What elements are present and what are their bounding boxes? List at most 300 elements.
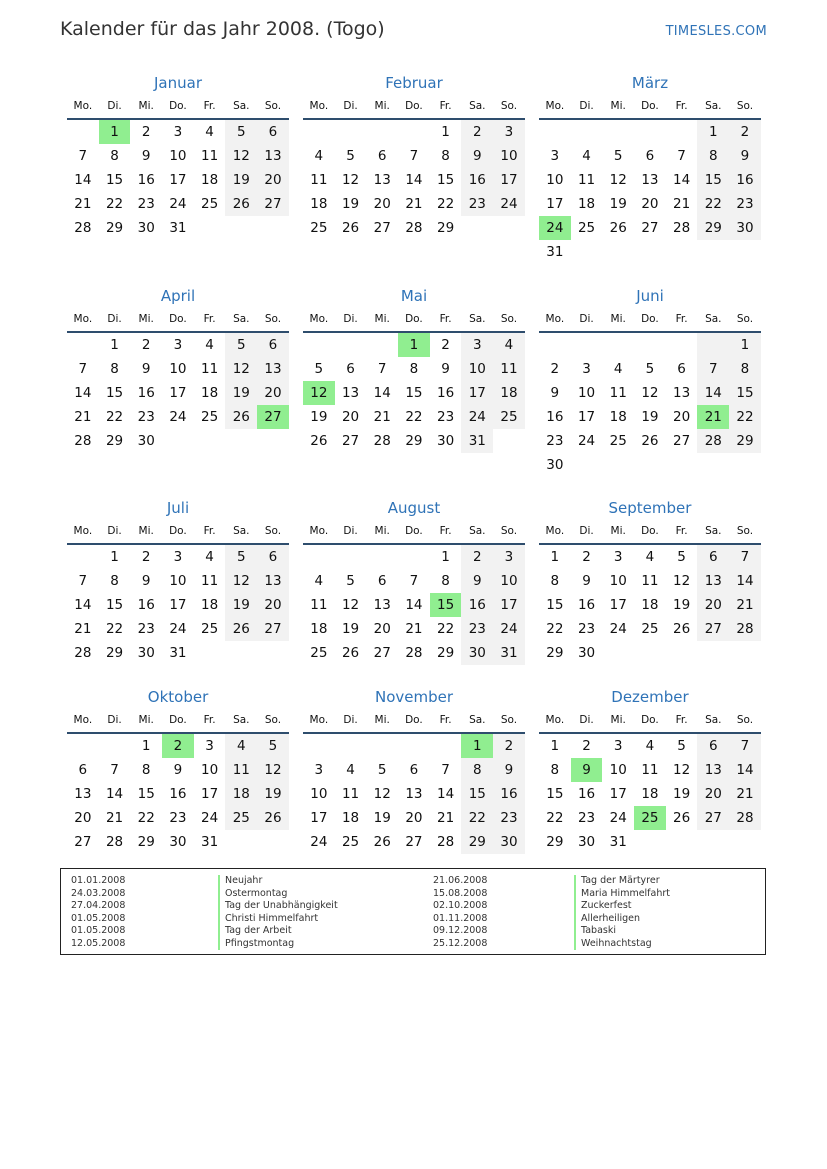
day-cell: 7 [110,762,119,778]
day-cell: 15 [437,172,455,188]
day-cell: 26 [225,192,257,216]
day-cell: 10 [169,573,187,589]
week-row [539,453,761,477]
month-name: Mai [400,287,428,305]
holiday-date: 01.05.2008 [71,925,126,936]
week-row [303,192,525,216]
day-cell: 13 [697,758,729,782]
day-cell: 15 [697,168,729,192]
empty-day-cell [194,429,226,453]
weekday-label: Mo. [73,313,93,325]
day-cell: 10 [310,786,328,802]
empty-day-cell [303,333,335,357]
weekday-label: Di. [107,525,122,537]
day-cell: 8 [441,573,450,589]
weekday-header [303,307,525,333]
day-cell: 1 [110,549,119,565]
day-cell: 18 [310,196,328,212]
day-cell: 19 [609,196,627,212]
day-cell: 12 [673,573,691,589]
day-cell: 24 [310,834,328,850]
week-row [67,216,289,240]
day-cell: 24 [169,196,187,212]
holiday-date: 01.05.2008 [71,912,126,924]
day-cell: 27 [697,806,729,830]
week-row [67,429,289,453]
week-row [67,593,289,617]
day-cell: 2 [441,337,450,353]
empty-day-cell [634,830,666,854]
week-row [539,405,761,429]
day-cell: 12 [609,172,627,188]
day-cell: 27 [673,433,691,449]
day-cell: 12 [225,569,257,593]
month-name: Januar [154,74,202,92]
empty-day-cell [225,216,257,240]
day-cell: 17 [461,381,493,405]
day-cell: 27 [74,834,92,850]
day-cell: 26 [225,617,257,641]
day-cell: 5 [225,545,257,569]
weekday-label: Do. [405,100,423,112]
day-cell: 22 [546,621,564,637]
day-cell: 31 [493,641,525,665]
holiday-day-cell: 15 [430,593,462,617]
month-juli [67,497,289,665]
day-cell: 15 [546,786,564,802]
day-cell: 10 [546,172,564,188]
empty-day-cell [729,641,761,665]
month-name: April [160,287,196,305]
day-cell: 31 [609,834,627,850]
week-row [67,192,289,216]
empty-day-cell [666,333,698,357]
day-cell: 3 [173,549,183,565]
holiday-name: Zuckerfest [574,900,670,913]
weekday-label: Di. [579,100,594,112]
weekday-label: So. [736,313,754,325]
empty-day-cell [634,333,666,357]
day-cell: 30 [546,457,564,473]
day-cell: 18 [225,782,257,806]
month-name: Dezember [611,688,689,706]
weekday-label: Sa. [233,100,250,112]
day-cell: 31 [546,244,564,260]
week-row [539,782,761,806]
week-row [539,192,761,216]
empty-day-cell [539,333,571,357]
empty-day-cell [666,641,698,665]
day-cell: 2 [461,545,493,569]
weekday-label: So. [736,100,754,112]
day-cell: 7 [441,762,450,778]
day-cell: 17 [493,593,525,617]
weekday-label: Mo. [73,525,93,537]
day-cell: 25 [577,220,596,236]
holiday-names-col-1 [218,875,338,950]
holiday-date: 09.12.2008 [433,925,488,936]
day-cell: 6 [377,573,387,589]
day-cell: 15 [461,782,493,806]
day-cell: 29 [437,220,455,236]
day-cell: 14 [405,597,423,613]
holiday-date: 01.01.2008 [71,875,126,886]
day-cell: 9 [461,144,493,168]
empty-day-cell [257,429,289,453]
weekday-label: Fr. [439,525,452,537]
day-cell: 1 [110,337,119,353]
day-cell: 4 [314,148,324,164]
day-cell: 11 [225,758,257,782]
day-cell: 7 [409,573,419,589]
day-cell: 28 [729,617,761,641]
day-cell: 13 [257,569,289,593]
day-cell: 21 [405,196,423,212]
weekday-label: Sa. [233,313,250,325]
month-mai [303,285,525,453]
day-cell: 12 [225,144,257,168]
day-cell: 3 [205,738,214,754]
empty-day-cell [303,545,335,569]
week-row [539,569,761,593]
day-cell: 2 [141,124,151,140]
day-cell: 22 [137,810,155,826]
weekday-header [67,307,289,333]
day-cell: 3 [493,120,525,144]
week-row [303,758,525,782]
weekday-header [539,708,761,734]
day-cell: 4 [582,148,591,164]
weekday-label: Mi. [610,313,626,325]
day-cell: 21 [74,196,92,212]
day-cell: 14 [729,569,761,593]
day-cell: 23 [461,192,493,216]
month-name: Juni [636,287,664,305]
week-row [67,405,289,429]
month-oktober [67,686,289,854]
day-cell: 24 [169,621,187,637]
empty-day-cell [697,333,729,357]
day-cell: 19 [310,409,328,425]
weekday-label: Mi. [610,525,626,537]
weekday-label: So. [500,313,518,325]
empty-day-cell [366,734,398,758]
week-row [67,545,289,569]
holiday-date: 02.10.2008 [433,900,488,911]
month-name: Juli [166,499,190,517]
weekday-label: Do. [405,714,423,726]
day-cell: 8 [729,357,761,381]
day-cell: 13 [405,786,423,802]
day-cell: 20 [697,593,729,617]
week-row [303,168,525,192]
day-cell: 11 [609,385,627,401]
day-cell: 31 [169,645,187,661]
weekday-header [303,94,525,120]
day-cell: 20 [641,196,659,212]
holiday-date: 01.11.2008 [433,912,488,924]
day-cell: 2 [582,549,591,565]
day-cell: 14 [105,786,124,802]
day-cell: 30 [493,830,525,854]
day-cell: 6 [677,361,686,377]
empty-day-cell [335,120,367,144]
weekday-header [539,94,761,120]
week-row [303,381,525,405]
day-cell: 17 [577,409,596,425]
day-cell: 29 [437,645,455,661]
holiday-names-col-2 [574,875,670,950]
day-cell: 3 [613,738,623,754]
day-cell: 6 [257,545,289,569]
week-row [67,120,289,144]
weekday-label: Di. [107,100,122,112]
day-cell: 4 [346,762,355,778]
day-cell: 24 [609,621,627,637]
holiday-day-cell: 24 [539,216,571,240]
day-cell: 7 [78,361,88,377]
day-cell: 19 [225,381,257,405]
day-cell: 27 [341,433,360,449]
empty-day-cell [729,240,761,264]
empty-day-cell [335,545,367,569]
month-september [539,497,761,665]
day-cell: 5 [677,738,686,754]
day-cell: 11 [641,762,659,778]
month-name: August [387,499,441,517]
weekday-label: Do. [641,714,659,726]
empty-day-cell [697,830,729,854]
day-cell: 15 [546,597,564,613]
weekday-label: Fr. [439,313,452,325]
empty-day-cell [634,641,666,665]
weekday-label: So. [500,714,518,726]
weekday-label: Di. [579,714,594,726]
empty-day-cell [697,453,729,477]
day-cell: 14 [437,786,455,802]
day-cell: 4 [645,738,655,754]
weekday-label: Di. [343,100,358,112]
day-cell: 15 [105,597,124,613]
day-cell: 5 [225,333,257,357]
empty-day-cell [602,240,634,264]
day-cell: 13 [373,172,391,188]
weekday-label: Sa. [469,525,486,537]
day-cell: 6 [377,148,387,164]
weekday-label: Mo. [545,100,565,112]
weekday-label: Di. [107,313,122,325]
day-cell: 16 [493,782,525,806]
day-cell: 22 [105,621,124,637]
weekday-label: Mi. [374,313,390,325]
empty-day-cell [666,830,698,854]
day-cell: 8 [441,148,450,164]
holiday-date: 12.05.2008 [71,937,126,949]
weekday-label: So. [264,313,282,325]
day-cell: 23 [577,621,596,637]
day-cell: 9 [493,758,525,782]
day-cell: 10 [493,569,525,593]
day-cell: 3 [582,361,591,377]
day-cell: 5 [346,148,355,164]
day-cell: 25 [641,621,659,637]
day-cell: 20 [341,409,360,425]
day-cell: 10 [169,148,187,164]
day-cell: 20 [697,782,729,806]
weekday-label: Mo. [73,100,93,112]
day-cell: 15 [105,172,124,188]
day-cell: 23 [137,621,155,637]
day-cell: 3 [550,148,560,164]
empty-day-cell [571,240,603,264]
week-row [539,641,761,665]
day-cell: 12 [257,758,289,782]
holiday-day-cell: 1 [99,120,131,144]
weekday-label: So. [500,100,518,112]
month-dezember [539,686,761,854]
day-cell: 31 [201,834,219,850]
day-cell: 23 [137,196,155,212]
day-cell: 19 [673,597,691,613]
day-cell: 10 [493,144,525,168]
day-cell: 17 [201,786,219,802]
day-cell: 5 [346,573,355,589]
day-cell: 16 [169,786,187,802]
page-title: Kalender für das Jahr 2008. (Togo) [60,18,385,40]
day-cell: 26 [373,834,391,850]
day-cell: 18 [493,381,525,405]
empty-day-cell [634,120,666,144]
day-cell: 8 [550,573,560,589]
day-cell: 11 [341,786,360,802]
day-cell: 18 [341,810,360,826]
day-cell: 6 [409,762,419,778]
day-cell: 22 [405,409,423,425]
day-cell: 13 [74,786,92,802]
day-cell: 30 [137,220,155,236]
day-cell: 18 [201,597,219,613]
day-cell: 19 [373,810,391,826]
day-cell: 17 [169,385,187,401]
day-cell: 22 [105,196,124,212]
day-cell: 2 [493,734,525,758]
day-cell: 6 [257,120,289,144]
weekday-label: Di. [343,313,358,325]
empty-day-cell [666,120,698,144]
day-cell: 8 [110,573,119,589]
weekday-label: Sa. [705,714,722,726]
week-row [303,569,525,593]
week-row [67,734,289,758]
week-row [67,758,289,782]
weekday-header [539,519,761,545]
empty-day-cell [366,545,398,569]
week-row [67,782,289,806]
day-cell: 16 [137,172,155,188]
empty-day-cell [366,333,398,357]
day-cell: 4 [205,337,214,353]
day-cell: 2 [461,120,493,144]
week-row [539,357,761,381]
day-cell: 2 [141,549,151,565]
week-row [539,545,761,569]
holiday-date: 24.03.2008 [71,887,126,899]
month-name: September [608,499,692,517]
week-row [539,216,761,240]
day-cell: 16 [577,786,596,802]
day-cell: 25 [493,405,525,429]
day-cell: 24 [169,409,187,425]
day-cell: 19 [641,409,659,425]
brand-link[interactable]: TIMESLES.COM [665,24,767,39]
day-cell: 11 [201,361,219,377]
day-cell: 7 [697,357,729,381]
day-cell: 16 [546,409,564,425]
weekday-label: Do. [169,100,187,112]
day-cell: 31 [461,429,493,453]
empty-day-cell [257,216,289,240]
week-row [539,333,761,357]
empty-day-cell [398,545,430,569]
day-cell: 29 [105,433,124,449]
month-name: November [374,688,454,706]
day-cell: 20 [673,409,691,425]
holiday-date: 25.12.2008 [433,937,488,949]
day-cell: 30 [577,645,596,661]
day-cell: 6 [78,762,88,778]
empty-day-cell [335,333,367,357]
day-cell: 16 [137,385,155,401]
day-cell: 6 [697,545,729,569]
weekday-label: Sa. [705,100,722,112]
day-cell: 9 [461,569,493,593]
empty-day-cell [602,333,634,357]
weekday-label: Mi. [374,525,390,537]
week-row [539,381,761,405]
day-cell: 11 [577,172,596,188]
week-row [67,617,289,641]
weekday-label: Do. [641,525,659,537]
week-row [67,830,289,854]
holiday-name: Neujahr [218,875,338,888]
weekday-label: Sa. [705,525,722,537]
day-cell: 13 [697,569,729,593]
day-cell: 4 [225,734,257,758]
day-cell: 20 [405,810,423,826]
weekday-header [67,94,289,120]
day-cell: 2 [582,738,591,754]
day-cell: 7 [677,148,686,164]
week-row [539,758,761,782]
day-cell: 21 [373,409,391,425]
holiday-day-cell: 25 [634,806,666,830]
day-cell: 25 [225,806,257,830]
day-cell: 9 [141,573,151,589]
week-row [539,240,761,264]
week-row [303,806,525,830]
empty-day-cell [303,120,335,144]
day-cell: 29 [697,216,729,240]
holiday-dates-col-2 [433,875,487,950]
holiday-day-cell: 9 [571,758,603,782]
day-cell: 1 [550,549,560,565]
day-cell: 22 [697,192,729,216]
weekday-label: Mo. [309,525,329,537]
empty-day-cell [493,429,525,453]
day-cell: 20 [74,810,92,826]
day-cell: 18 [641,597,659,613]
day-cell: 18 [577,196,596,212]
